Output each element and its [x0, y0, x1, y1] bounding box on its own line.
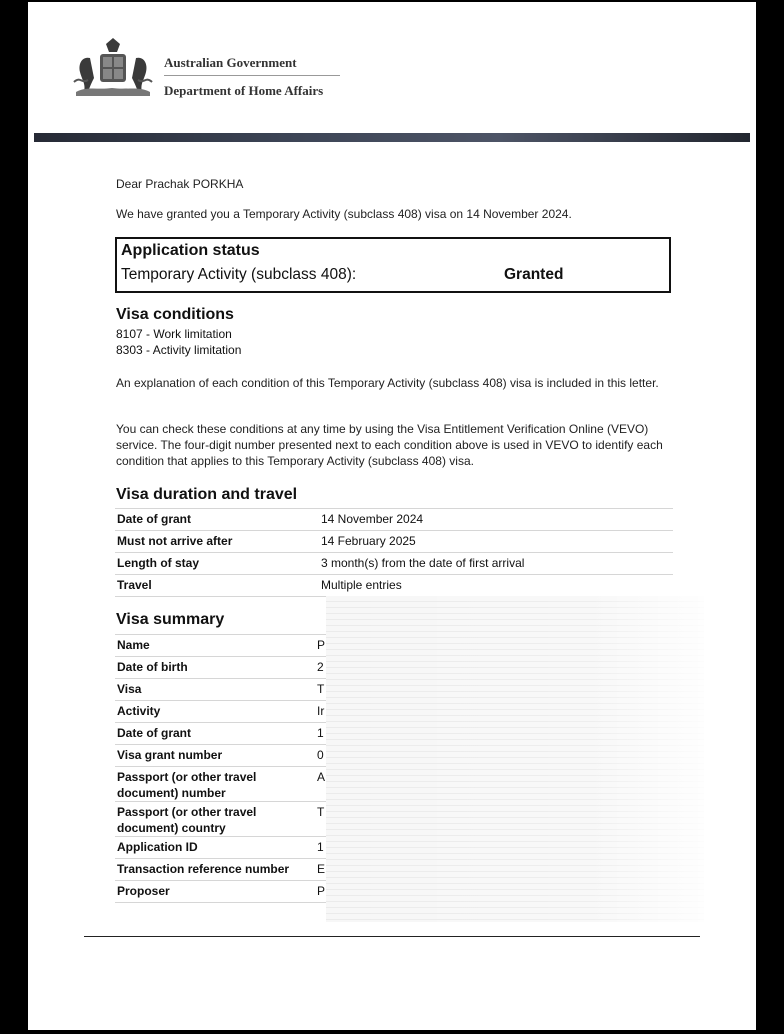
row-value: Multiple entries — [319, 575, 673, 597]
visa-grant-letter — [28, 2, 756, 1030]
row-value: T — [315, 802, 674, 837]
application-status-box — [115, 237, 671, 293]
redaction-fade — [326, 596, 704, 922]
table-row — [115, 531, 673, 553]
row-label: Visa grant number — [115, 745, 315, 767]
table-row — [115, 575, 673, 597]
row-value: Ir — [315, 701, 674, 723]
row-label: Length of stay — [115, 553, 319, 575]
row-label: Transaction reference number — [115, 859, 315, 881]
footer-divider — [84, 936, 700, 937]
row-value: 1 — [315, 723, 674, 745]
visa-duration-table — [115, 508, 673, 597]
row-value: 2 — [315, 657, 674, 679]
row-value: 1 — [315, 837, 674, 859]
row-label: Passport (or other travel document) country — [115, 802, 315, 837]
visa-conditions-heading: Visa conditions — [116, 306, 234, 323]
condition-item: 8303 - Activity limitation — [116, 343, 242, 357]
vevo-text: You can check these conditions at any time by using the Visa Entitlement Verification Online (VEVO) service. The four-digit number presented next to each condition above is used in VEVO to identify each condition that applies to this Temporary Activity (subclass 408) visa. — [116, 422, 663, 468]
row-label: Passport (or other travel document) number — [115, 767, 315, 802]
row-value: E — [315, 859, 674, 881]
row-label: Date of birth — [115, 657, 315, 679]
row-label: Proposer — [115, 881, 315, 903]
visa-summary-heading: Visa summary — [116, 611, 225, 628]
status-label: Temporary Activity (subclass 408): — [121, 266, 357, 283]
row-label: Activity — [115, 701, 315, 723]
status-title: Application status — [121, 242, 260, 259]
government-name: Australian Government — [164, 55, 297, 70]
condition-item: 8107 - Work limitation — [116, 327, 232, 341]
table-row — [115, 509, 673, 531]
conditions-explanation: An explanation of each condition of this Temporary Activity (subclass 408) visa is included in this letter. — [116, 376, 659, 390]
status-value: Granted — [504, 266, 564, 283]
row-value: 14 February 2025 — [319, 531, 673, 553]
visa-duration-heading: Visa duration and travel — [116, 486, 298, 503]
row-value: T — [315, 679, 674, 701]
row-value: P — [315, 881, 674, 903]
row-label: Date of grant — [115, 509, 319, 531]
coat-of-arms-icon — [72, 36, 154, 100]
row-label: Must not arrive after — [115, 531, 319, 553]
grant-intro: We have granted you a Temporary Activity (subclass 408) visa on 14 November 2024. — [116, 207, 572, 221]
row-value: A — [315, 767, 674, 802]
row-label: Application ID — [115, 837, 315, 859]
conditions-list — [116, 326, 241, 358]
row-value: 14 November 2024 — [319, 509, 673, 531]
table-row — [115, 553, 673, 575]
row-label: Name — [115, 635, 315, 657]
row-value: 0 — [315, 745, 674, 767]
row-value: 3 month(s) from the date of first arrival — [319, 553, 673, 575]
department-name: Department of Home Affairs — [164, 83, 324, 98]
header-band — [34, 133, 750, 142]
salutation: Dear Prachak PORKHA — [116, 177, 244, 191]
row-label: Date of grant — [115, 723, 315, 745]
row-value: P — [315, 635, 674, 657]
row-label: Travel — [115, 575, 319, 597]
row-label: Visa — [115, 679, 315, 701]
header-divider — [164, 75, 340, 76]
